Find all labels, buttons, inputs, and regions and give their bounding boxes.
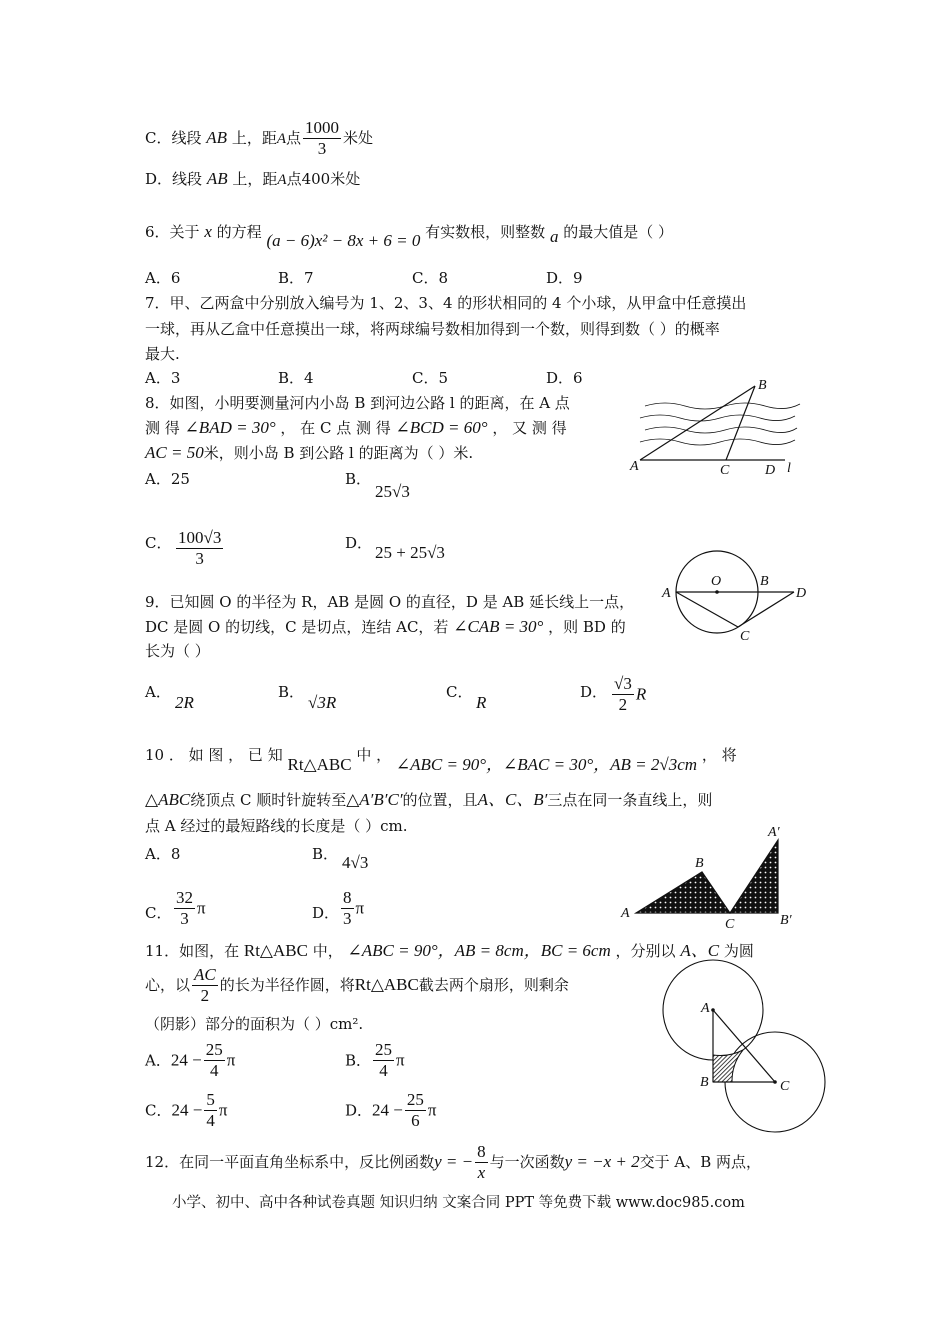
- q10-line-3: 点 A 经过的最短路线的长度是（ ）cm.: [145, 817, 408, 835]
- q5-option-d: D．线段 AB 上，距A点400米处: [145, 169, 361, 188]
- q8-option-d-label: D．: [345, 534, 373, 552]
- q10-option-d-value: $\frac{8}{3}$ π: [343, 888, 365, 929]
- q10-line-1: 10 ． 如 图 ， 已 知 Rt△ABC 中 ， ∠ABC = 90°，∠BAC = 30°，AB = 2√3cm ， 将: [145, 746, 737, 774]
- label-o: O: [711, 574, 722, 589]
- label-b: B: [760, 574, 769, 589]
- label-d: D: [796, 586, 807, 601]
- q9-option-d-label: D．: [580, 683, 608, 701]
- q9-line-1: 9．已知圆 O 的半径为 R，AB 是圆 O 的直径，D 是 AB 延长线上一点，: [145, 593, 635, 611]
- q8-option-a: A．25: [145, 470, 190, 488]
- fraction: $\frac{25}{6}$: [406, 1090, 424, 1131]
- label-a: A: [621, 906, 630, 921]
- fraction: $\frac{8}{x}$: [477, 1142, 486, 1183]
- label-a: A: [630, 459, 639, 474]
- fraction: $\frac{32}{3}$: [176, 888, 193, 929]
- q11-option-a: A．24 − $\frac{25}{4}$ π: [145, 1040, 236, 1081]
- label-c: C: [720, 463, 730, 478]
- q11-option-b: B． $\frac{25}{4}$ π: [345, 1040, 405, 1081]
- q11-option-c: C．24 − $\frac{5}{4}$ π: [145, 1090, 228, 1131]
- q8-river-figure: [625, 378, 805, 478]
- label-b: B: [700, 1075, 709, 1090]
- label-a: A: [662, 586, 671, 601]
- q11-sectors-figure: [660, 965, 835, 1135]
- q9-option-a-value: 2R: [175, 693, 194, 712]
- q10-option-a: A．8: [145, 845, 181, 863]
- q9-circle-figure: [660, 548, 820, 644]
- q7-line-1: 7．甲、乙两盒中分别放入编号为 1、2、3、4 的形状相同的 4 个小球，从甲盒中任意摸出: [145, 294, 747, 312]
- fraction: $\frac{AC}{2}$: [194, 965, 216, 1006]
- q10-option-b-label: B．: [312, 845, 339, 863]
- q10-option-c-label: C．: [145, 904, 172, 922]
- label-b-prime: B′: [780, 913, 792, 928]
- label-l: l: [787, 461, 791, 476]
- fraction: $\frac{8}{3}$: [343, 888, 352, 929]
- q6-equation: (a − 6)x² − 8x + 6 = 0: [266, 231, 421, 250]
- fraction: $\frac{1000}{3}$: [305, 118, 340, 159]
- q8-option-c-label: C．: [145, 534, 172, 552]
- q8-line-2: 测 得 ∠BAD = 30° ， 在 C 点 测 得 ∠BCD = 60° ， 又 测 得: [145, 418, 567, 437]
- q11-line-2: 心，以 $\frac{AC}{2}$ 的长为半径作圆，将Rt△ABC截去两个扇形，则剩余: [145, 965, 569, 1006]
- fraction: $\frac{25}{4}$: [205, 1040, 223, 1081]
- q7-line-3: 最大.: [145, 345, 180, 363]
- q9-option-c-value: R: [476, 693, 487, 712]
- q10-line-2: △ABC绕顶点 C 顺时针旋转至△A′B′C′的位置，且A、C、B′三点在同一条直线上，则: [145, 790, 713, 809]
- q10-option-b-value: 4√3: [342, 853, 369, 872]
- q9-option-a-label: A．: [145, 683, 171, 701]
- q6-option-d: D．9: [546, 269, 583, 287]
- q8-option-b-value: 25√3: [375, 482, 410, 501]
- label-c: C: [780, 1079, 790, 1094]
- q8-option-d-value: 25 + 25√3: [375, 543, 445, 562]
- q8-line-1: 8．如图，小明要测量河内小岛 B 到河边公路 l 的距离，在 A 点: [145, 394, 570, 412]
- q7-option-b: B．4: [278, 369, 314, 387]
- label-c: C: [740, 629, 750, 644]
- page-footer: 小学、初中、高中各种试卷真题 知识归纳 文案合同 PPT 等免费下载 www.doc985.com: [172, 1195, 745, 1211]
- q8-line-3: AC = 50米，则小岛 B 到公路 l 的距离为（ ）米.: [145, 443, 474, 462]
- q9-line-3: 长为（ ）: [145, 642, 210, 660]
- label-c: C: [725, 917, 735, 932]
- q6-option-c: C．8: [412, 269, 449, 287]
- q6-option-b: B．7: [278, 269, 314, 287]
- q10-option-d-label: D．: [312, 904, 340, 922]
- label-a: A: [701, 1001, 710, 1016]
- fraction: $\frac{25}{4}$: [375, 1040, 393, 1081]
- q9-option-b-value: √3R: [308, 693, 337, 712]
- q9-option-d-value: $\frac{√3}{2}$ R: [614, 674, 647, 715]
- q7-option-d: D．6: [546, 369, 583, 387]
- q11-line-1: 11．如图，在 Rt△ABC 中， ∠ABC = 90°，AB = 8cm，BC = 6cm ，分别以 A、C 为圆: [145, 941, 754, 960]
- q9-option-c-label: C．: [446, 683, 473, 701]
- q7-line-2: 一球，再从乙盒中任意摸出一球，将两球编号数相加得到一个数，则得到数（ ）的概率: [145, 320, 720, 338]
- q10-rotation-figure: [618, 820, 798, 930]
- q9-line-2: DC 是圆 O 的切线，C 是切点，连结 AC，若 ∠CAB = 30° ，则 BD 的: [145, 617, 626, 636]
- label-b: B: [695, 856, 704, 871]
- q10-option-c-value: $\frac{32}{3}$ π: [176, 888, 206, 929]
- q7-option-c: C．5: [412, 369, 449, 387]
- label-b: B: [758, 378, 767, 393]
- q11-line-3: （阴影）部分的面积为（ ）cm².: [145, 1015, 364, 1033]
- label-a-prime: A′: [768, 825, 780, 840]
- q8-option-c-value: [174, 528, 225, 570]
- q7-option-a: A．3: [145, 369, 181, 387]
- q6-option-a: A．6: [145, 269, 181, 287]
- q6-stem: 6．关于 x 的方程 (a − 6)x² − 8x + 6 = 0 有实数根，则整数 a 的最大值是（ ）: [145, 222, 673, 250]
- q9-option-b-label: B．: [278, 683, 305, 701]
- fraction: $\frac{5}{4}$: [206, 1090, 215, 1131]
- q8-option-b-label: B．: [345, 470, 372, 488]
- q11-option-d: D．24 − $\frac{25}{6}$ π: [345, 1090, 437, 1131]
- fraction: $\frac{√3}{2}$: [614, 674, 632, 715]
- label-d: D: [765, 463, 776, 478]
- q12-stem: 12．在同一平面直角坐标系中，反比例函数y = − $\frac{8}{x}$ 与一次函数y = −x + 2交于 A、B 两点，: [145, 1142, 762, 1183]
- q5-option-c: C．线段 AB 上，距A点 $\frac{1000}{3}$ 米处: [145, 118, 374, 159]
- fraction: $\frac{100√3}{3}$: [178, 528, 222, 569]
